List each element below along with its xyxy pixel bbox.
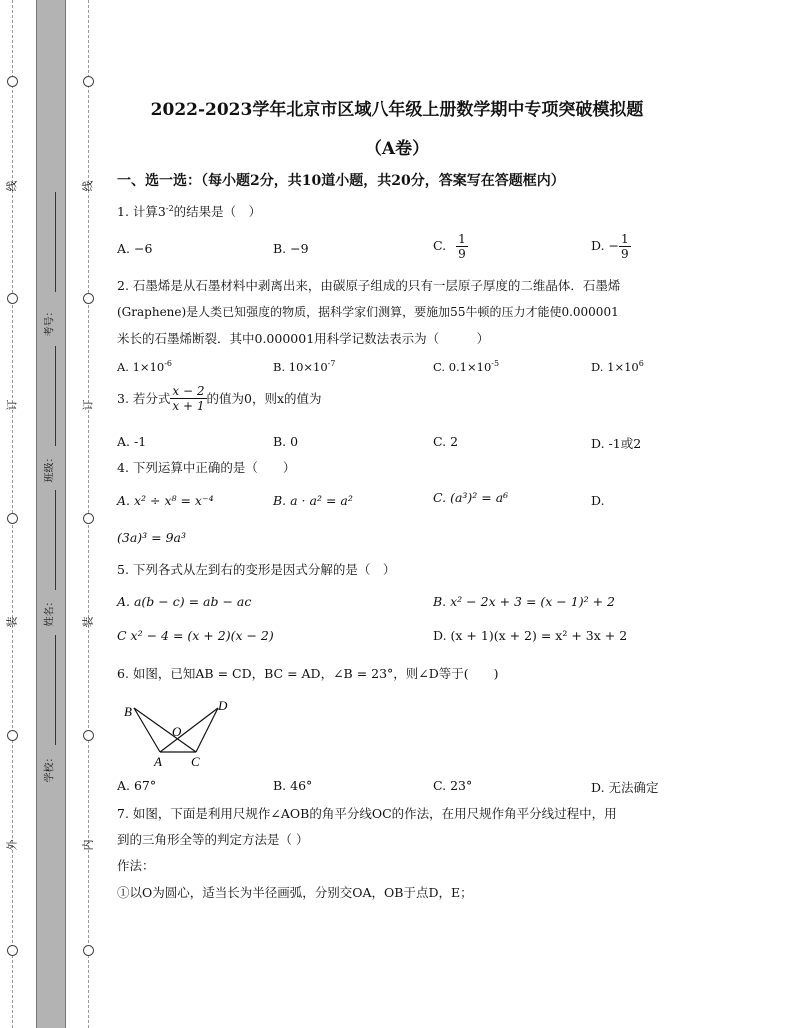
figure-label-o: O <box>172 724 182 739</box>
q1-option-c: C. $\frac{1}{9}$ <box>433 232 466 261</box>
q5-option-a: A. a(b − c) = ab − ac <box>117 594 252 609</box>
figure-label-a: A <box>154 754 162 769</box>
question-2-line2: (Graphene)是人类已知强度的物质，据科学家们测算，要施加55牛顿的压力才能使0.000001 <box>117 305 619 319</box>
q3-option-b: B. 0 <box>273 434 299 449</box>
q3-option-d: D. -1或2 <box>591 436 642 451</box>
question-4: 4. 下列运算中正确的是（ ） <box>117 460 296 475</box>
inner-binding-char: 线 <box>81 180 95 192</box>
question-1: 1. 计算$3^{-2}$的结果是（ ） <box>117 204 262 220</box>
exam-number-label: 考号： <box>44 306 56 337</box>
binding-hole <box>83 730 94 741</box>
binding-hole <box>7 730 18 741</box>
binding-hole <box>7 513 18 524</box>
question-3: 3. 若分式 $\frac{x - 2}{x + 1}$ 的值为0，则x的值为 <box>117 384 322 413</box>
q6-figure <box>118 697 238 769</box>
question-7-line1: 7. 如图，下面是利用尺规作∠AOB的角平分线OC的作法，在用尺规作角平分线过程中，用 <box>117 806 617 821</box>
q2-option-a: A. $1\times 10^{-6}$ <box>117 359 172 374</box>
inner-binding-char: 内 <box>81 839 95 851</box>
binding-hole <box>7 293 18 304</box>
q4-option-d-expr: (3a)³ = 9a³ <box>117 530 187 545</box>
page-title: 2022-2023学年北京市区域八年级上册数学期中专项突破模拟题 <box>150 100 644 120</box>
binding-hole <box>83 293 94 304</box>
class-label: 班级： <box>44 452 56 483</box>
q2-option-c: C. $0.1\times 10^{-5}$ <box>433 359 500 374</box>
figure-label-c: C <box>191 754 200 769</box>
school-line <box>55 635 56 745</box>
q3-option-a: A. -1 <box>117 434 147 449</box>
q5-option-d: D. (x + 1)(x + 2) = x² + 3x + 2 <box>433 628 628 643</box>
figure-label-b: B <box>124 704 132 719</box>
q6-option-b: B. 46° <box>273 778 313 793</box>
question-7-line2: 到的三角形全等的判定方法是（ ） <box>117 832 309 847</box>
question-6: 6. 如图，已知AB = CD，BC = AD，∠B = 23°，则∠D等于( ) <box>117 666 499 681</box>
q6-option-a: A. 67° <box>117 778 157 793</box>
binding-hole <box>7 76 18 87</box>
q1-option-a: A. −6 <box>117 241 153 256</box>
section-heading: 一、选一选：（每小题2分，共10道小题，共20分，答案写在答题框内） <box>117 173 565 189</box>
q5-option-c: C x² − 4 = (x + 2)(x − 2) <box>117 628 274 643</box>
inner-binding-char: 订 <box>81 399 95 411</box>
q2-option-d: D. $1\times 10^6$ <box>591 359 644 374</box>
binding-hole <box>83 76 94 87</box>
q3-option-c: C. 2 <box>433 434 459 449</box>
q5-option-b: B. x² − 2x + 3 = (x − 1)² + 2 <box>433 594 615 609</box>
class-line <box>55 346 56 446</box>
q4-option-b: B. a · a² = a² <box>273 493 353 508</box>
binding-hole <box>7 945 18 956</box>
page-subtitle: （A卷） <box>364 139 430 159</box>
binding-hole <box>83 945 94 956</box>
exam-number-line <box>55 192 56 292</box>
outer-binding-char: 外 <box>5 839 19 851</box>
outer-binding-char: 订 <box>5 399 19 411</box>
question-7-step1: ①以O为圆心，适当长为半径画弧，分别交OA，OB于点D，E； <box>117 885 473 900</box>
figure-label-d: D <box>218 698 228 713</box>
binding-hole <box>83 513 94 524</box>
outer-binding-char: 线 <box>5 180 19 192</box>
q4-option-c: C. (a³)² = a⁶ <box>433 490 509 505</box>
school-label: 学校： <box>44 752 56 783</box>
outer-binding-char: 装 <box>5 616 19 628</box>
inner-binding-char: 装 <box>81 616 95 628</box>
q1-option-b: B. −9 <box>273 241 309 256</box>
question-7-method-label: 作法： <box>117 858 155 873</box>
name-line <box>55 490 56 590</box>
q2-option-b: B. $10\times 10^{-7}$ <box>273 359 336 374</box>
question-5: 5. 下列各式从左到右的变形是因式分解的是（ ） <box>117 562 396 577</box>
question-2-line1: 2. 石墨烯是从石墨材料中剥离出来，由碳原子组成的只有一层原子厚度的二维晶体．石墨烯 <box>117 278 621 293</box>
question-2-line3: 米长的石墨烯断裂．其中0.000001用科学记数法表示为（ ） <box>117 331 490 346</box>
name-label: 姓名： <box>44 596 56 627</box>
q6-option-d: D. 无法确定 <box>591 780 659 795</box>
q6-option-c: C. 23° <box>433 778 473 793</box>
q1-option-d: D. − $\frac{1}{9}$ <box>591 232 629 261</box>
q4-option-a: A. x² ÷ x⁸ = x⁻⁴ <box>117 493 214 508</box>
q4-option-d-label: D. <box>591 493 605 508</box>
